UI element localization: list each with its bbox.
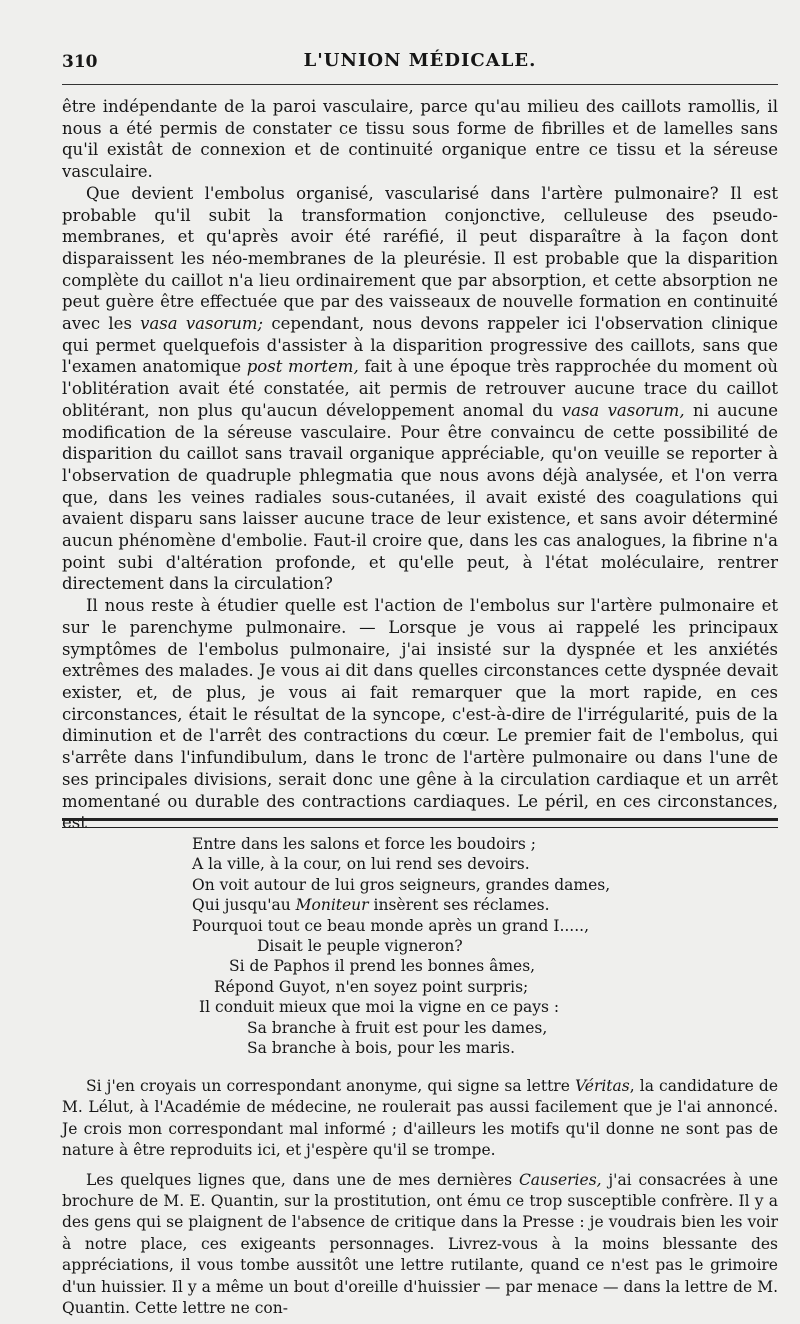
- poem-line: A la ville, à la cour, on lui rend ses devoirs.: [192, 855, 530, 874]
- poem-line: Répond Guyot, n'en soyez point surpris;: [214, 977, 529, 996]
- paragraph-2: Que devient l'embolus organisé, vascularisé dans l'artère pulmonaire? Il est probable qu'il subit la transformation conjonctive, celluleuse des pseudo-membranes, et qu'après avoir été raréfié, il peut disparaître à la façon dont disparaissent les néo-membranes de la pleurésie. Il est probable que la disparition complète du caillot n'a lieu ordinairement que par absorption, et cette absorption ne peut guère être effectuée que par des vaisseaux de nouvelle formation en continuité avec les vasa vasorum; cependant, nous devons rappeler ici l'observation clinique qui permet quelquefois d'assister à la disparition progressive des caillots, sans que l'examen anatomique post mortem, fait à une époque très rapprochée du moment où l'oblitération avait été constatée, ait permis de retrouver aucune trace du caillot oblitérant, non plus qu'aucun développement anomal du vasa vasorum, ni aucune modification de la séreuse vasculaire. Pour être convaincu de cette possibilité de disparition du caillot sans travail organique appréciable, qu'on veuille se reporter à l'observation de quadruple phlegmatia que nous avons déjà analysée, et l'on verra que, dans les veines radiales sous-cutanées, il avait existé des coagulations qui avaient disparu sans laisser aucune trace de leur existence, et sans avoir déterminé aucun phénomène d'embolie. Faut-il croire que, dans les cas analogues, la fibrine n'a point subi d'altération profonde, et qu'elle peut, à l'état moléculaire, rentrer directement dans la circulation?: [62, 183, 778, 594]
- poem: [62, 834, 778, 1058]
- poem-line: Entre dans les salons et force les boudoirs ;: [192, 835, 536, 853]
- feuilleton: [62, 1076, 778, 1324]
- paragraph-1: être indépendante de la paroi vasculaire, parce qu'au milieu des caillots ramollis, il nous a été permis de constater ce tissu sous forme de fibrilles et de lamelles sans qu'il existât de connexion et de continuité organique entre ce tissu et la séreuse vasculaire.: [62, 97, 778, 182]
- page-header: [62, 48, 778, 78]
- poem-line: Si de Paphos il prend les bonnes âmes,: [229, 957, 536, 976]
- paragraph-3: Il nous reste à étudier quelle est l'action de l'embolus sur l'artère pulmonaire et sur le parenchyme pulmonaire. — Lorsque je vous ai rappelé les principaux symptômes de l'embolus pulmonaire, j'ai insisté sur la dyspnée et les anxiétés extrêmes des malades. Je vous ai dit dans quelles circonstances cette dyspnée devait exister, et, de plus, je vous ai fait remarquer que la mort rapide, en ces circonstances, était le résultat de la syncope, c'est-à-dire de l'irrégularité, puis de la diminution et de l'arrêt des contractions du cœur. Le premier fait de l'embolus, qui s'arrête dans l'infundibulum, dans le tronc de l'artère pulmonaire ou dans l'une de ses principales divisions, serait donc une gêne à la circulation cardiaque et un arrêt momentané ou durable des contractions cardiaques. Le péril, en ces circonstances, est: [62, 596, 778, 833]
- feuilleton-separator: [62, 818, 778, 828]
- poem-line: Il conduit mieux que moi la vigne en ce pays :: [199, 998, 560, 1017]
- page-number: 310: [62, 52, 98, 72]
- main-article: [62, 96, 778, 834]
- poem-line: Disait le peuple vigneron?: [257, 937, 463, 956]
- poem-line: Pourquoi tout ce beau monde après un grand I.....,: [192, 916, 590, 935]
- poem-line: Qui jusqu'au Moniteur insèrent ses réclames.: [192, 896, 550, 915]
- poem-line: Sa branche à fruit est pour les dames,: [247, 1018, 548, 1037]
- feuilleton-paragraph-2: Les quelques lignes que, dans une de mes dernières Causeries, j'ai consacrées à une brochure de M. E. Quantin, sur la prostitution, ont ému ce trop susceptible confrère. Il y a des gens qui se plaignent de l'absence de critique dans la Presse : je voudrais bien les voir à notre place, ces exigeants personnages. Livrez-vous à la moins blessante des appréciations, il vous tombe aussitôt une lettre rutilante, quand ce n'est pas le grimoire d'un huissier. Il y a même un bout d'oreille d'huissier — par menace — dans la lettre de M. Quantin. Cette lettre ne con-: [62, 1170, 778, 1318]
- feuilleton-paragraph-1: Si j'en croyais un correspondant anonyme, qui signe sa lettre Véritas, la candidature de M. Lélut, à l'Académie de médecine, ne roulerait pas aussi facilement que je l'ai annoncé. Je crois mon correspondant mal informé ; d'ailleurs les motifs qu'il donne ne sont pas de nature à être reproduits ici, et j'espère qu'il se trompe.: [62, 1077, 778, 1160]
- running-title: L'UNION MÉDICALE.: [303, 50, 537, 71]
- poem-line: On voit autour de lui gros seigneurs, grandes dames,: [192, 875, 611, 894]
- header-rule: [62, 84, 778, 85]
- poem-line: Sa branche à bois, pour les maris.: [247, 1039, 516, 1058]
